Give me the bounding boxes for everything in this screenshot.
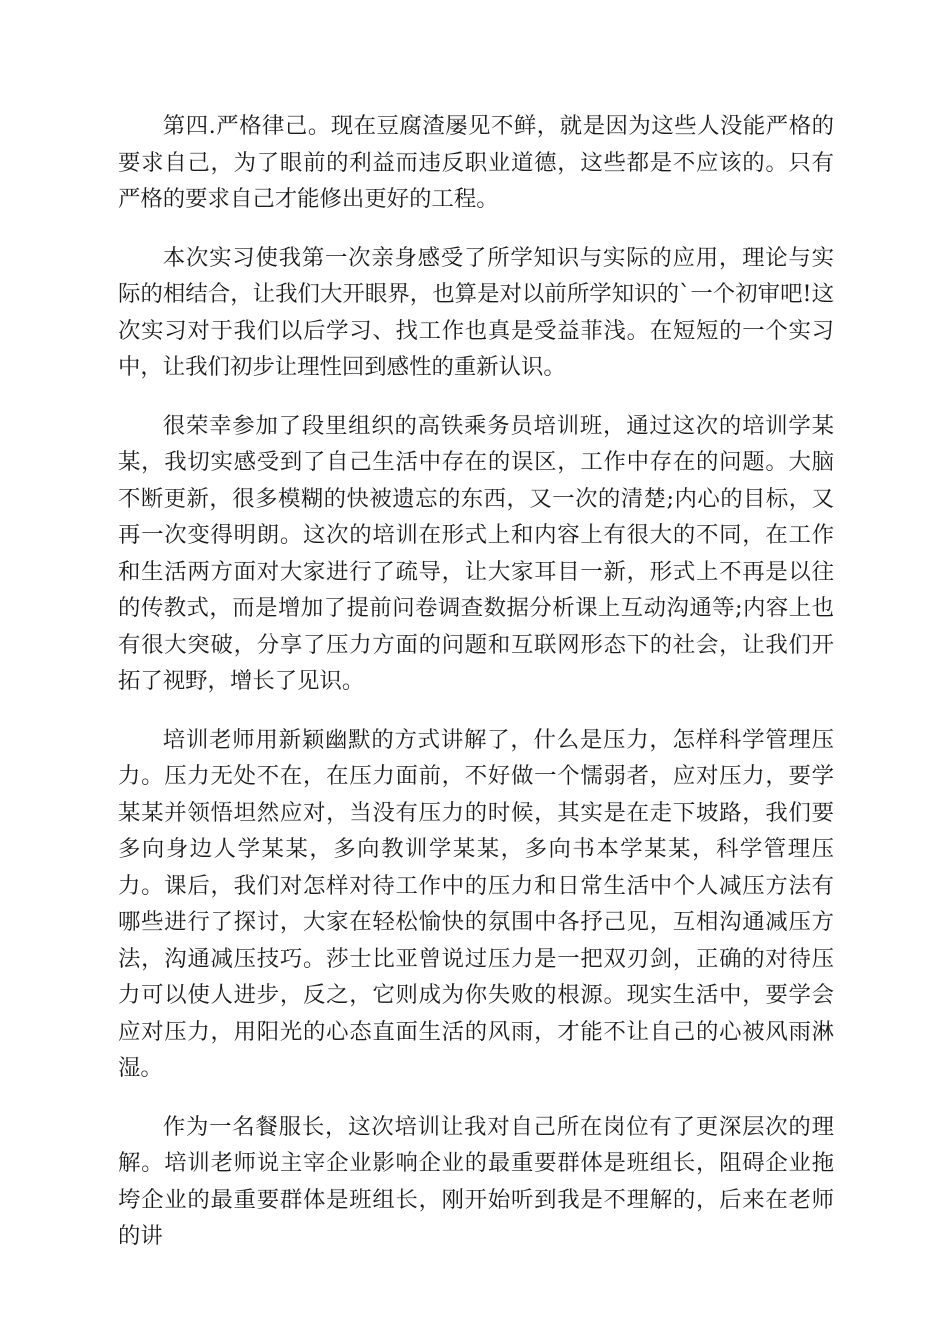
paragraph-team-leader: 作为一名餐服长，这次培训让我对自己所在岗位有了更深层次的理解。培训老师说主宰企业影响企业的最重要群体是班组长，阻碍企业拖垮企业的最重要群体是班组长，刚开始听到我是不理解的，后来在老师的讲: [118, 1113, 834, 1249]
paragraph-internship-reflection: 本次实习使我第一次亲身感受了所学知识与实际的应用，理论与实际的相结合，让我们大开眼界，也算是对以前所学知识的`一个初审吧!这次实习对于我们以后学习、找工作也真是受益菲浅。在短短的一个实习中，让我们初步让理性回到感性的重新认识。: [118, 244, 834, 380]
paragraph-stress-management: 培训老师用新颖幽默的方式讲解了，什么是压力，怎样科学管理压力。压力无处不在，在压力面前，不好做一个懦弱者，应对压力，要学某某并领悟坦然应对，当没有压力的时候，其实是在走下坡路，我们要多向身边人学某某，多向教训学某某，多向书本学某某，科学管理压力。课后，我们对怎样对待工作中的压力和日常生活中个人减压方法有哪些进行了探讨，大家在轻松愉快的氛围中各抒己见，互相沟通减压方法，沟通减压技巧。莎士比亚曾说过压力是一把双刃剑，正确的对待压力可以使人进步，反之，它则成为你失败的根源。现实生活中，要学会应对压力，用阳光的心态直面生活的风雨，才能不让自己的心被风雨淋湿。: [118, 726, 834, 1081]
paragraph-self-discipline: 第四.严格律己。现在豆腐渣屡见不鲜，就是因为这些人没能严格的要求自己，为了眼前的利益而违反职业道德，这些都是不应该的。只有严格的要求自己才能修出更好的工程。: [118, 113, 834, 212]
paragraph-training-class: 很荣幸参加了段里组织的高铁乘务员培训班，通过这次的培训学某某，我切实感受到了自己生活中存在的误区，工作中存在的问题。大脑不断更新，很多模糊的快被遗忘的东西，又一次的清楚;内心的目标，又再一次变得明朗。这次的培训在形式上和内容上有很大的不同，在工作和生活两方面对大家进行了疏导，让大家耳目一新，形式上不再是以往的传教式，而是增加了提前问卷调查数据分析课上互动沟通等;内容上也有很大突破，分享了压力方面的问题和互联网形态下的社会，让我们开拓了视野，增长了见识。: [118, 412, 834, 694]
document-page: [118, 108, 834, 1277]
